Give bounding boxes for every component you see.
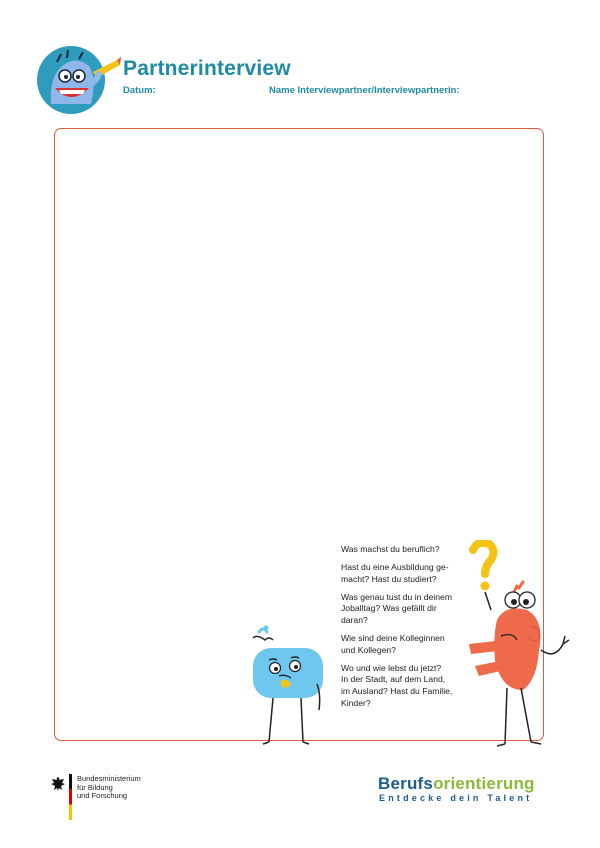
header-avatar-icon: [37, 44, 121, 116]
brand-tagline: Entdecke dein Talent: [379, 793, 533, 803]
brand-word-orientierung: orientierung: [433, 774, 535, 793]
german-flag-bar: [69, 774, 72, 820]
date-label: Datum:: [123, 85, 156, 96]
question-item: Hast du eine Ausbildung ge- macht? Hast du studiert?: [341, 562, 449, 584]
page-title: Partnerinterview: [123, 57, 291, 80]
questioning-character-icon: [465, 540, 580, 750]
ministry-name: Bundesministerium für Bildung und Forschung: [77, 774, 141, 801]
brand-word-berufs: Berufs: [378, 774, 434, 793]
question-list: [341, 544, 466, 716]
question-item: Was machst du beruflich?: [341, 544, 440, 554]
thinking-character-icon: [245, 624, 330, 746]
federal-eagle-icon: [50, 776, 66, 792]
ministry-logo: [50, 774, 160, 824]
question-item: Was genau tust du in deinem Joballtag? Was gefällt dir daran?: [341, 591, 452, 625]
question-item: Wie sind deine Kolleginnen und Kollegen?: [341, 633, 445, 655]
question-item: Wo und wie lebst du jetzt? In der Stadt, auf dem Land, im Ausland? Hast du Familie, Kinder?: [341, 662, 453, 708]
brand-logo: [378, 774, 535, 794]
partner-name-label: Name Interviewpartner/Interviewpartnerin:: [269, 85, 460, 96]
